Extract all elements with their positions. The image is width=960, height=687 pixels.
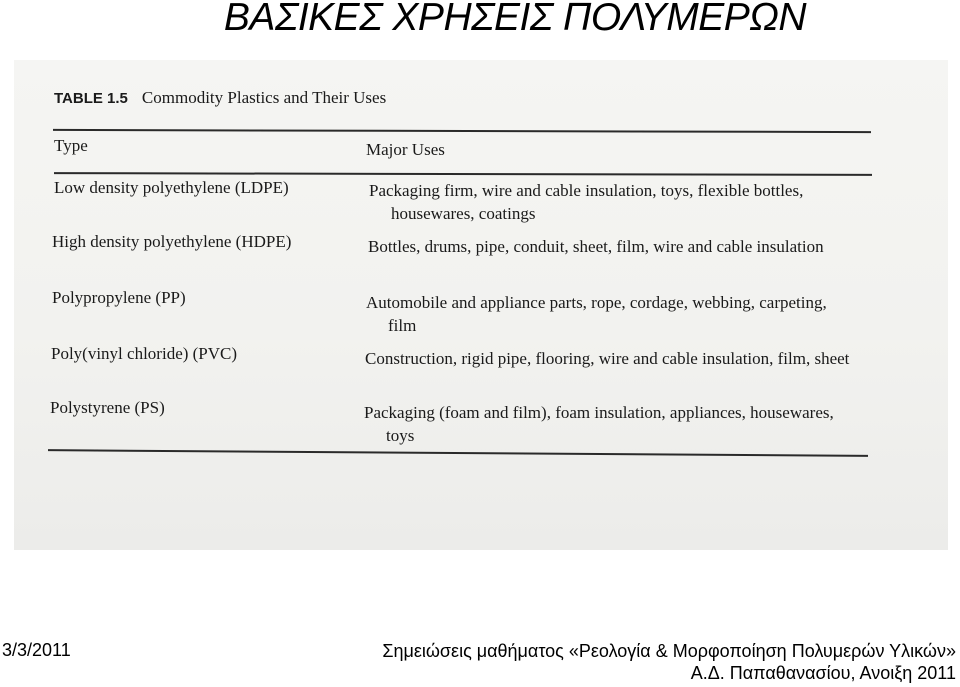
- header-bottom-rule: [54, 172, 872, 176]
- column-header-type: Type: [54, 136, 88, 155]
- footer-date: 3/3/2011: [2, 640, 71, 660]
- footer-author-line: Α.Δ. Παπαθανασίου, Ανοιξη 2011: [690, 663, 956, 683]
- table-row-uses: Packaging (foam and film), foam insulation, appliances, housewares, toys: [364, 403, 834, 445]
- table-row-type: Poly(vinyl chloride) (PVC): [51, 344, 238, 363]
- slide-title: ΒΑΣΙΚΕΣ ΧΡΗΣΕΙΣ ΠΟΛΥΜΕΡΩΝ: [223, 0, 807, 39]
- table-row-uses: Automobile and appliance parts, rope, cordage, webbing, carpeting, film: [366, 293, 827, 335]
- table-row-type: High density polyethylene (HDPE): [52, 232, 292, 251]
- table-container: [14, 60, 948, 550]
- table-row-uses: Bottles, drums, pipe, conduit, sheet, film, wire and cable insulation: [368, 237, 824, 256]
- table-bottom-rule: [48, 449, 868, 457]
- table-row-type: Low density polyethylene (LDPE): [54, 178, 289, 197]
- table-row-type: Polystyrene (PS): [50, 398, 165, 417]
- table-caption-text: Commodity Plastics and Their Uses: [141, 88, 387, 107]
- scanned-table-image: [14, 60, 948, 550]
- table-top-rule: [53, 129, 871, 133]
- footer-note: [382, 640, 956, 684]
- footer-course-line: Σημειώσεις μαθήματος «Ρεολογία & Μορφοποίηση Πολυμερών Υλικών»: [382, 641, 956, 661]
- table-row-type: Polypropylene (PP): [52, 288, 186, 307]
- table-caption: [54, 88, 386, 108]
- table-row-uses: Packaging firm, wire and cable insulation, toys, flexible bottles, housewares, coatings: [369, 181, 804, 223]
- table-label: TABLE 1.5: [54, 90, 128, 107]
- column-header-major-uses: Major Uses: [366, 140, 445, 159]
- table-row-uses: Construction, rigid pipe, flooring, wire and cable insulation, film, sheet: [365, 349, 850, 368]
